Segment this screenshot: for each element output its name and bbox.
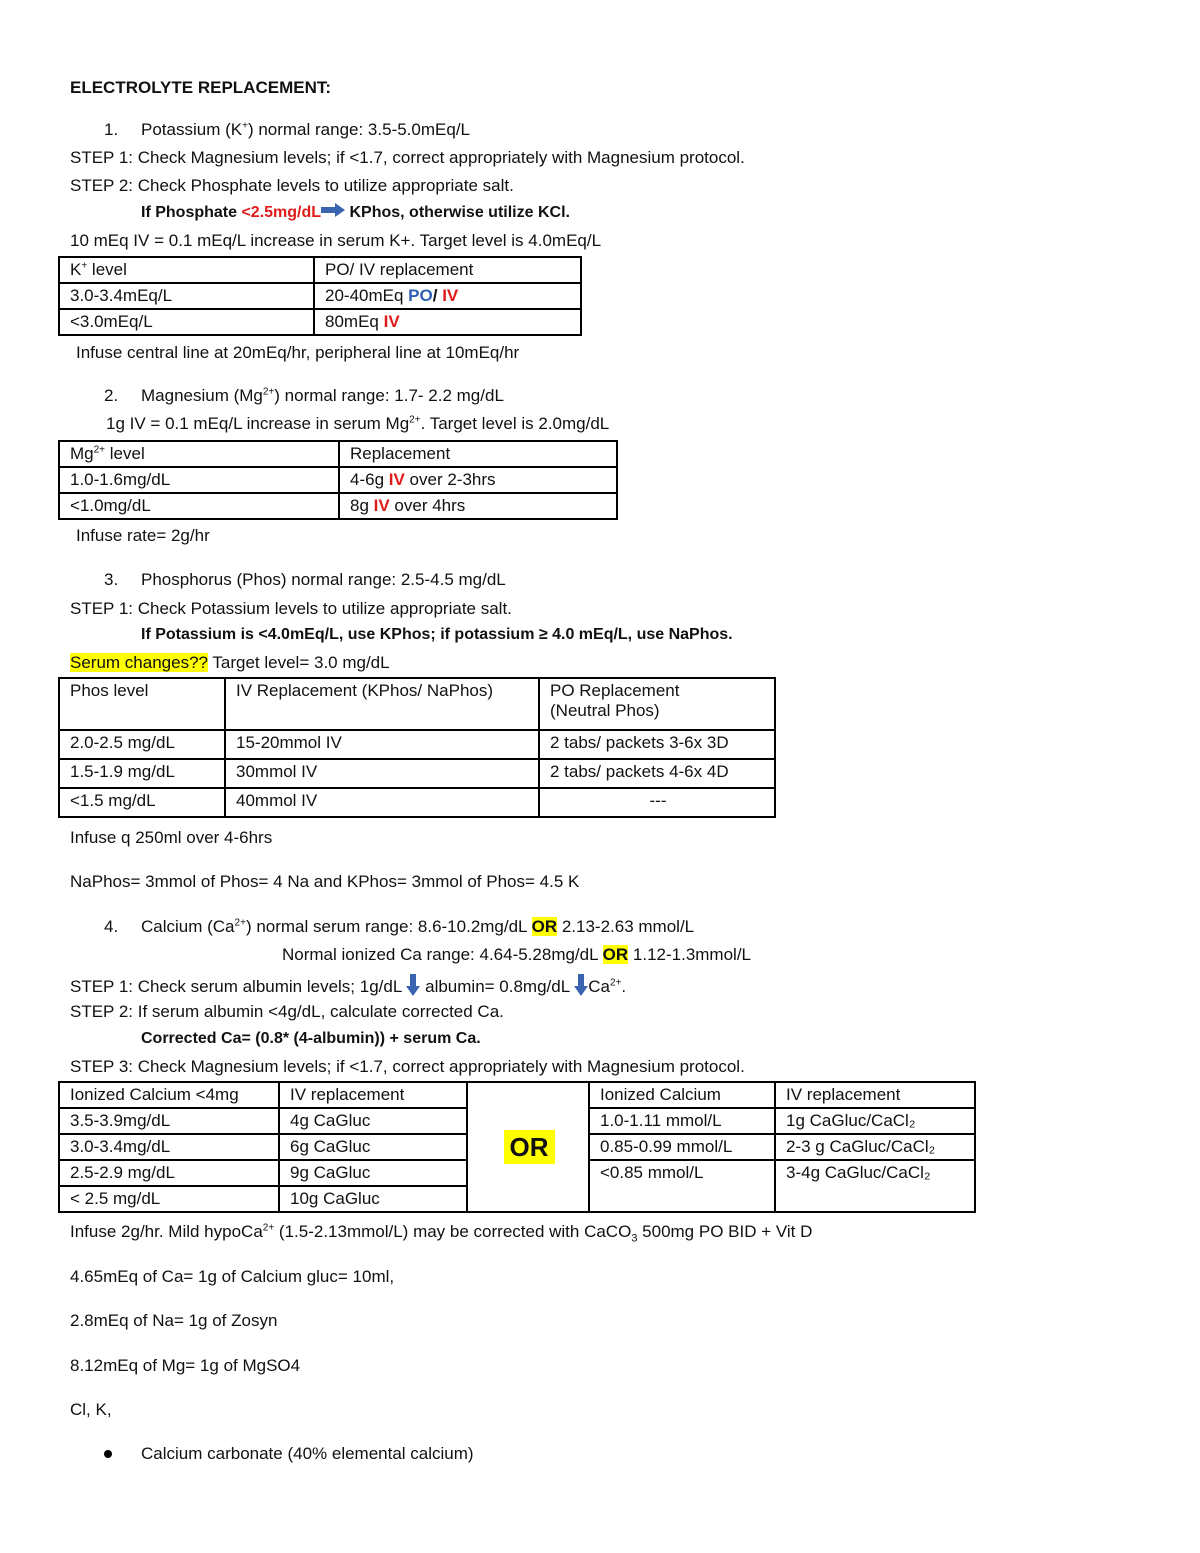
highlighted-text: Serum changes?? <box>70 653 208 672</box>
right-arrow-icon <box>321 203 345 223</box>
conversion-line: Cl, K, <box>70 1400 112 1419</box>
table-cell: 40mmol IV <box>225 788 539 817</box>
calcium-table <box>58 1081 976 1213</box>
table-row <box>59 759 775 788</box>
magnesium-increase-note: 1g IV = 0.1 mEq/L increase in serum $Mg^{2+}$. Target level is 2.0mg/dL <box>106 414 610 433</box>
potassium-step2: STEP 2: Check Phosphate levels to utilize appropriate salt. <box>70 176 514 195</box>
table-cell: 3.5-3.9mg/dL <box>59 1108 279 1134</box>
magnesium-infuse-note: Infuse rate= 2g/hr <box>76 526 210 545</box>
table-header-iv-replacement-2: IV replacement <box>775 1082 975 1108</box>
phosphorus-heading: Phosphorus (Phos) normal range: 2.5-4.5 mg/dL <box>141 570 506 589</box>
table-row <box>59 309 581 335</box>
bullet-item: Calcium carbonate (40% elemental calcium) <box>141 1444 474 1463</box>
section-number-potassium: 1. <box>104 120 119 139</box>
conversion-line: 4.65mEq of Ca= 1g of Calcium gluc= 10ml, <box>70 1267 395 1286</box>
table-header-ionized-calcium-mg: Ionized Calcium <4mg <box>59 1082 279 1108</box>
calcium-infuse-note: Infuse 2g/hr. Mild hypoCa$^{2+}$ (1.5-2.13mmol/L) may be corrected with CaCO$_3$ 500mg PO BID + Vit D <box>70 1222 813 1245</box>
table-cell: 2.0-2.5 mg/dL <box>59 730 225 759</box>
table-cell: 9g CaGluc <box>279 1160 467 1186</box>
calcium-ionized-range: Normal ionized Ca range: 4.64-5.28mg/dL OR 1.12-1.3mmol/L <box>282 945 752 964</box>
phosphorus-salt-conversion: NaPhos= 3mmol of Phos= 4 Na and KPhos= 3mmol of Phos= 4.5 K <box>70 872 580 891</box>
table-row <box>59 788 775 817</box>
page-title: ELECTROLYTE REPLACEMENT: <box>70 78 332 97</box>
table-header-k-level: K+ level <box>59 257 314 283</box>
down-arrow-icon <box>406 974 420 1001</box>
table-cell: 2-3 g CaGluc/CaCl₂ <box>775 1134 975 1160</box>
table-row <box>59 1082 975 1108</box>
table-cell: <0.85 mmol/L <box>589 1160 775 1212</box>
table-header-iv-replacement: IV Replacement (KPhos/ NaPhos) <box>225 678 539 730</box>
table-cell: 6g CaGluc <box>279 1134 467 1160</box>
calcium-heading: Calcium $(Ca^{2+})$ normal serum range: 8.6-10.2mg/dL OR 2.13-2.63 mmol/L <box>141 917 695 936</box>
potassium-salt-rule: If Phosphate <2.5mg/dL KPhos, otherwise utilize KCl. <box>141 204 570 222</box>
potassium-step1: STEP 1: Check Magnesium levels; if <1.7, correct appropriately with Magnesium protocol. <box>70 148 745 167</box>
potassium-increase-note: 10 mEq IV = 0.1 mEq/L increase in serum K+. Target level is 4.0mEq/L <box>70 231 602 250</box>
phosphorus-table <box>58 677 776 818</box>
table-cell: 2 tabs/ packets 3-6x 3D <box>539 730 775 759</box>
table-cell: 1.0-1.6mg/dL <box>59 467 339 493</box>
table-cell: <1.0mg/dL <box>59 493 339 519</box>
table-cell: 4-6g IV over 2-3hrs <box>339 467 617 493</box>
section-number-calcium: 4. <box>104 917 119 936</box>
table-cell: 8g IV over 4hrs <box>339 493 617 519</box>
table-header-phos-level: Phos level <box>59 678 225 730</box>
table-cell: < 2.5 mg/dL <box>59 1186 279 1212</box>
magnesium-table <box>58 440 618 520</box>
table-cell: 2 tabs/ packets 4-6x 4D <box>539 759 775 788</box>
table-cell: 20-40mEq PO/ IV <box>314 283 581 309</box>
phosphorus-target: Serum changes?? Target level= 3.0 mg/dL <box>70 653 390 672</box>
table-header-mg-level: $Mg^{2+}$ level <box>59 441 339 467</box>
table-cell: --- <box>539 788 775 817</box>
calcium-step2: STEP 2: If serum albumin <4g/dL, calculate corrected Ca. <box>70 1002 504 1021</box>
table-header-ionized-calcium-mmol: Ionized Calcium <box>589 1082 775 1108</box>
calcium-step3: STEP 3: Check Magnesium levels; if <1.7, correct appropriately with Magnesium protocol. <box>70 1057 745 1076</box>
table-cell: 10g CaGluc <box>279 1186 467 1212</box>
table-row <box>59 257 581 283</box>
bullet-icon <box>104 1450 112 1458</box>
table-header-replacement: PO/ IV replacement <box>314 257 581 283</box>
or-highlight: OR <box>602 945 629 964</box>
section-number-magnesium: 2. <box>104 386 119 405</box>
table-cell: 1g CaGluc/CaCl₂ <box>775 1108 975 1134</box>
table-cell: 3-4g CaGluc/CaCl₂ <box>775 1160 975 1212</box>
phosphorus-infuse-note: Infuse q 250ml over 4-6hrs <box>70 828 273 847</box>
table-cell: 3.0-3.4mg/dL <box>59 1134 279 1160</box>
or-highlight: OR <box>531 917 558 936</box>
magnesium-heading: Magnesium $(Mg^{2+})$ normal range: 1.7- 2.2 mg/dL <box>141 386 504 405</box>
table-cell: 1.5-1.9 mg/dL <box>59 759 225 788</box>
table-cell: 3.0-3.4mEq/L <box>59 283 314 309</box>
potassium-infuse-note: Infuse central line at 20mEq/hr, peripheral line at 10mEq/hr <box>76 343 520 362</box>
table-header-po-replacement: PO Replacement (Neutral Phos) <box>539 678 775 730</box>
potassium-table <box>58 256 582 336</box>
or-cell <box>467 1082 589 1212</box>
table-cell: 80mEq IV <box>314 309 581 335</box>
conversion-line: 8.12mEq of Mg= 1g of MgSO4 <box>70 1356 301 1375</box>
phosphorus-step1: STEP 1: Check Potassium levels to utilize appropriate salt. <box>70 599 512 618</box>
table-row <box>59 283 581 309</box>
table-cell: 15-20mmol IV <box>225 730 539 759</box>
or-badge: OR <box>504 1130 555 1164</box>
table-header-replacement: Replacement <box>339 441 617 467</box>
down-arrow-icon <box>574 974 588 1001</box>
table-row <box>59 441 617 467</box>
calcium-step1: STEP 1: Check serum albumin levels; 1g/dL albumin= 0.8mg/dL $Ca^{2+}$. <box>70 974 626 1001</box>
table-cell: 30mmol IV <box>225 759 539 788</box>
table-cell: <3.0mEq/L <box>59 309 314 335</box>
table-cell: 0.85-0.99 mmol/L <box>589 1134 775 1160</box>
conversion-line: 2.8mEq of Na= 1g of Zosyn <box>70 1311 278 1330</box>
section-number-phosphorus: 3. <box>104 570 119 589</box>
table-row <box>59 730 775 759</box>
table-cell: 4g CaGluc <box>279 1108 467 1134</box>
table-cell: 2.5-2.9 mg/dL <box>59 1160 279 1186</box>
table-header-iv-replacement: IV replacement <box>279 1082 467 1108</box>
potassium-heading: Potassium (K+) normal range: 3.5-5.0mEq/L <box>141 120 470 139</box>
phosphorus-salt-rule: If Potassium is <4.0mEq/L, use KPhos; if potassium ≥ 4.0 mEq/L, use NaPhos. <box>141 626 733 643</box>
table-row <box>59 678 775 730</box>
table-cell: 1.0-1.11 mmol/L <box>589 1108 775 1134</box>
calcium-formula: Corrected Ca= (0.8* (4-albumin)) + serum Ca. <box>141 1030 481 1047</box>
table-row <box>59 493 617 519</box>
table-cell: <1.5 mg/dL <box>59 788 225 817</box>
table-row <box>59 467 617 493</box>
